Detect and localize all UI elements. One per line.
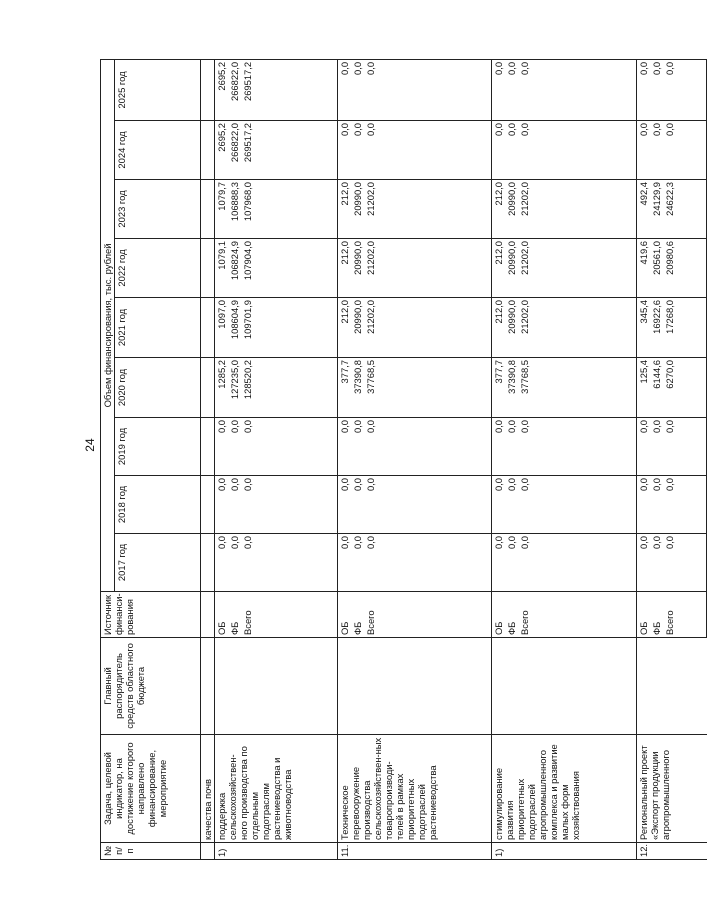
value-cell: 1079,7 [215,180,229,239]
value-cell: 0,0 [505,534,518,592]
value-cell: 106888,3 [228,180,241,239]
table-row [215,59,229,859]
value-cell: 2695,2 [215,59,229,120]
task-text: Техническое перевооружение производства сельскохозяйствен-ных товаропроизводи-телей в рамках приоритетных подотраслей растениеводства [337,735,492,843]
value-cell: 20990,0 [351,239,364,298]
source-cell: ОБ [337,592,351,638]
value-cell: 21202,0 [518,298,636,358]
value-cell: 0,0 [505,121,518,180]
value-cell: 106824,9 [228,239,241,298]
source-cell: ОБ [636,592,650,638]
value-cell: 21202,0 [364,239,492,298]
value-cell: 21202,0 [364,298,492,358]
value-cell: 0,0 [241,418,337,476]
value-cell: 0,0 [364,121,492,180]
header-year: 2021 год [115,298,201,358]
value-cell: 0,0 [492,59,506,120]
value-cell: 20990,0 [351,180,364,239]
header-num: № п/п [101,843,201,860]
continued-text: качества почв [201,735,215,843]
row-number: 12. [636,843,707,860]
header-volume: Объем финансирования, тыс. рублей [101,59,115,591]
value-cell: 20980,6 [663,239,707,298]
value-cell: 0,0 [518,534,636,592]
value-cell: 20561,0 [650,239,663,298]
value-cell: 107904,0 [241,239,337,298]
header-year: 2025 год [115,59,201,120]
value-cell: 0,0 [650,476,663,534]
header-year: 2022 год [115,239,201,298]
manager-cell [636,638,707,735]
value-cell: 0,0 [663,418,707,476]
value-cell: 0,0 [228,418,241,476]
manager-cell [492,638,637,735]
value-cell: 20990,0 [351,298,364,358]
value-cell: 37390,8 [351,358,364,418]
header-year: 2020 год [115,358,201,418]
value-cell: 212,0 [337,298,351,358]
value-cell: 0,0 [215,534,229,592]
header-manager: Главный распорядитель средств областного бюджета [101,638,201,735]
value-cell: 21202,0 [364,180,492,239]
source-cell: Всего [518,592,636,638]
value-cell: 0,0 [505,476,518,534]
value-cell: 2695,2 [215,121,229,180]
value-cell: 345,4 [636,298,650,358]
value-cell: 24622,3 [663,180,707,239]
value-cell: 0,0 [492,418,506,476]
value-cell: 1079,1 [215,239,229,298]
header-year: 2017 год [115,534,201,592]
value-cell: 266822,0 [228,121,241,180]
value-cell: 1285,2 [215,358,229,418]
value-cell: 21202,0 [518,180,636,239]
source-cell: ФБ [650,592,663,638]
value-cell: 0,0 [650,121,663,180]
value-cell: 21202,0 [518,239,636,298]
value-cell: 20990,0 [505,239,518,298]
value-cell: 0,0 [351,534,364,592]
value-cell: 269517,2 [241,59,337,120]
value-cell: 0,0 [636,59,650,120]
value-cell: 212,0 [492,239,506,298]
value-cell: 0,0 [518,121,636,180]
task-text: Региональный проект «Экспорт продукции агропромышленного [636,735,707,843]
value-cell: 212,0 [492,298,506,358]
value-cell: 0,0 [337,59,351,120]
source-cell: Всего [663,592,707,638]
task-text: поддержка сельскохозяйствен-ного производства по отдельным подотраслям растениеводства и животноводства [215,735,338,843]
value-cell: 0,0 [518,418,636,476]
value-cell: 1097,0 [215,298,229,358]
value-cell: 0,0 [650,418,663,476]
value-cell: 212,0 [492,180,506,239]
value-cell: 0,0 [650,534,663,592]
value-cell: 0,0 [351,476,364,534]
value-cell: 0,0 [364,59,492,120]
value-cell: 0,0 [337,418,351,476]
value-cell: 0,0 [364,534,492,592]
value-cell: 127235,0 [228,358,241,418]
value-cell: 16922,6 [650,298,663,358]
value-cell: 0,0 [337,476,351,534]
value-cell: 0,0 [215,418,229,476]
source-cell: Всего [364,592,492,638]
financing-table [100,59,707,860]
header-year: 2018 год [115,476,201,534]
value-cell: 0,0 [663,476,707,534]
value-cell: 0,0 [351,121,364,180]
value-cell: 108604,9 [228,298,241,358]
header-year: 2019 год [115,418,201,476]
value-cell: 109701,9 [241,298,337,358]
value-cell: 107968,0 [241,180,337,239]
value-cell: 37768,5 [518,358,636,418]
value-cell: 0,0 [518,476,636,534]
manager-cell [337,638,492,735]
value-cell: 20990,0 [505,180,518,239]
value-cell: 269517,2 [241,121,337,180]
task-text: стимулирование развития приоритетных подотраслей агропромышленного комплекса и развитие малых форм хозяйствования [492,735,637,843]
value-cell: 0,0 [241,476,337,534]
value-cell: 0,0 [650,59,663,120]
value-cell: 0,0 [228,476,241,534]
manager-cell [215,638,338,735]
rotated-page [100,60,675,860]
header-source: Источник финанси-рования [101,592,201,638]
value-cell: 0,0 [215,476,229,534]
value-cell: 0,0 [505,418,518,476]
value-cell: 0,0 [351,418,364,476]
source-cell: ФБ [505,592,518,638]
value-cell: 0,0 [351,59,364,120]
value-cell: 0,0 [364,476,492,534]
value-cell: 0,0 [364,418,492,476]
source-cell: ФБ [351,592,364,638]
value-cell: 0,0 [518,59,636,120]
value-cell: 0,0 [337,534,351,592]
value-cell: 212,0 [337,180,351,239]
value-cell: 0,0 [492,476,506,534]
source-cell: ОБ [492,592,506,638]
value-cell: 0,0 [636,121,650,180]
value-cell: 0,0 [337,121,351,180]
value-cell: 0,0 [492,121,506,180]
value-cell: 37768,5 [364,358,492,418]
value-cell: 37390,8 [505,358,518,418]
value-cell: 0,0 [505,59,518,120]
header-year: 2024 год [115,121,201,180]
value-cell: 492,4 [636,180,650,239]
value-cell: 6270,0 [663,358,707,418]
value-cell: 0,0 [636,476,650,534]
value-cell: 24129,9 [650,180,663,239]
value-cell: 0,0 [492,534,506,592]
value-cell: 6144,6 [650,358,663,418]
value-cell: 266822,0 [228,59,241,120]
source-cell: ФБ [228,592,241,638]
row-number: 1) [215,843,338,860]
value-cell: 0,0 [636,418,650,476]
value-cell: 377,7 [337,358,351,418]
value-cell: 17268,0 [663,298,707,358]
value-cell: 377,7 [492,358,506,418]
table-row [636,59,650,859]
page-number: 24 [83,438,97,452]
row-number: 11. [337,843,492,860]
value-cell: 212,0 [337,239,351,298]
value-cell: 0,0 [241,534,337,592]
header-year: 2023 год [115,180,201,239]
header-task: Задача, целевой индикатор, на достижение которого направлено финансирование, мероприятие [101,735,201,843]
value-cell: 0,0 [663,59,707,120]
value-cell: 125,4 [636,358,650,418]
value-cell: 20990,0 [505,298,518,358]
value-cell: 0,0 [228,534,241,592]
value-cell: 0,0 [636,534,650,592]
table-row [492,59,506,859]
table-row [337,59,351,859]
value-cell: 419,6 [636,239,650,298]
source-cell: ОБ [215,592,229,638]
source-cell: Всего [241,592,337,638]
value-cell: 0,0 [663,534,707,592]
value-cell: 128520,2 [241,358,337,418]
row-number: 1) [492,843,637,860]
value-cell: 0,0 [663,121,707,180]
